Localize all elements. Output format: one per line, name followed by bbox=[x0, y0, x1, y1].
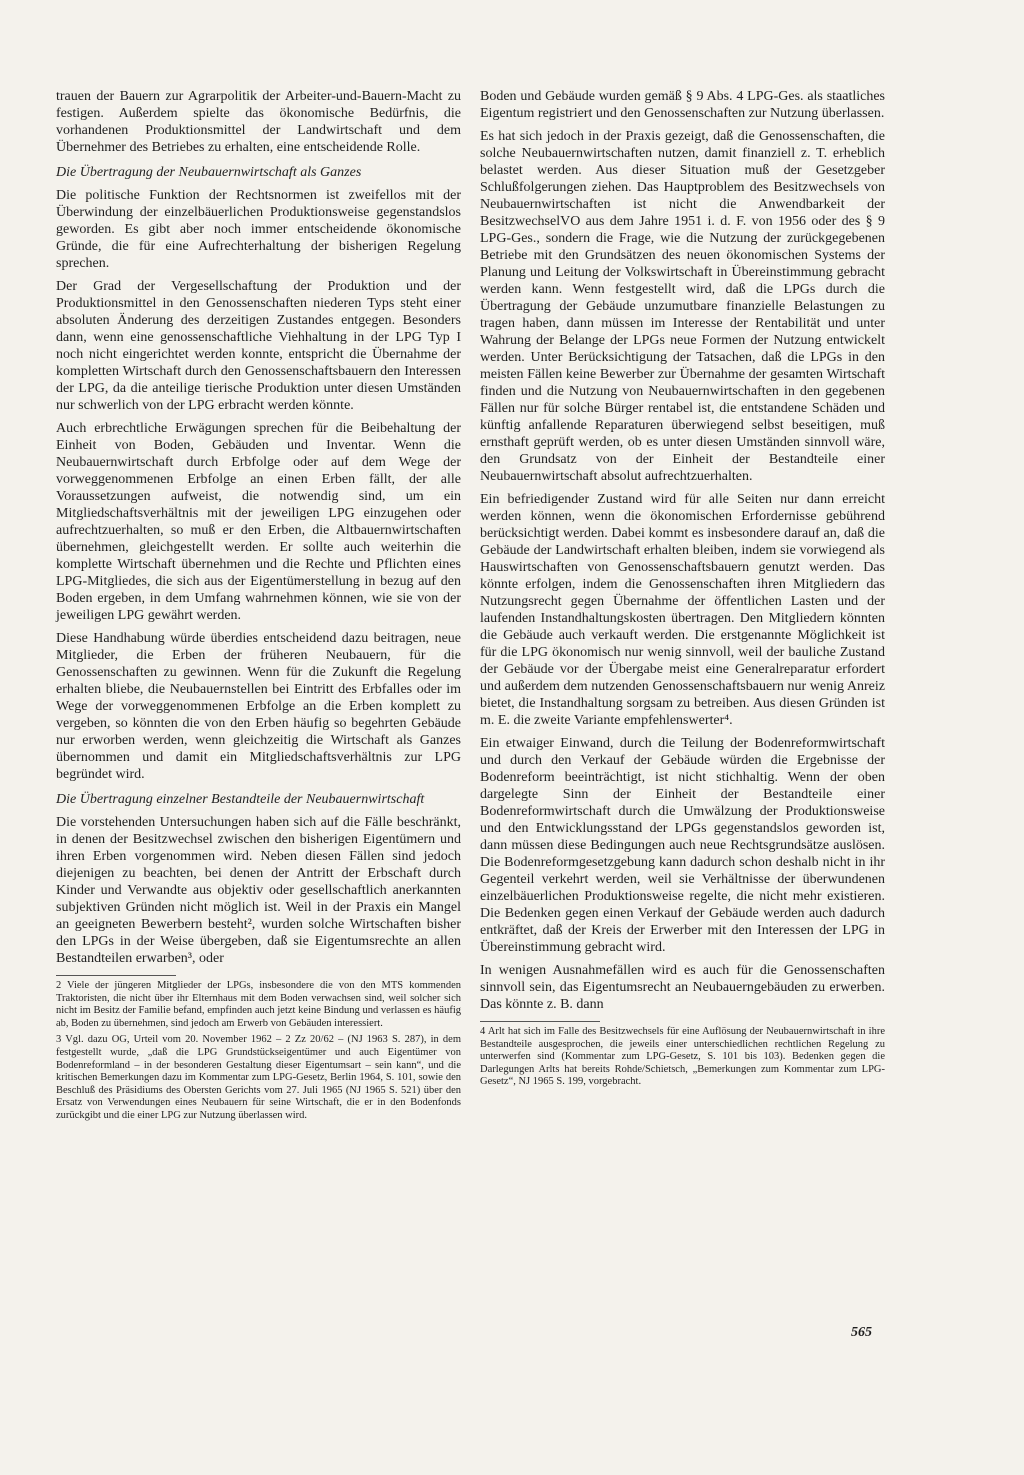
paragraph: Diese Handhabung würde überdies entscheidend dazu beitragen, neue Mitglieder, die Erben der früheren Neubauern, für die Genossenschaften zu gewinnen. Wenn für die Zukunft die Regelung erhalten bliebe, die Neubauernstellen bei Eintritt des Erbfalles oder im Wege der vorweggenommenen Erbfolge an die Erben komplett zu vergeben, so könnten die von den Erben häufig so begehrten Gebäude nur erworben werden, wenn gleichzeitig die Wirtschaft als Ganzes übernommen und damit ein Mitgliedschaftsverhältnis zur LPG begründet wird. bbox=[56, 631, 461, 782]
section-heading: Die Übertragung einzelner Bestandteile der Neubauernwirtschaft bbox=[56, 792, 425, 807]
right-column bbox=[480, 88, 885, 1093]
paragraph: Die vorstehenden Untersuchungen haben sich auf die Fälle beschränkt, in denen der Besitzwechsel zwischen den bisherigen Eigentümern und ihren Erben vorgenommen wird. Neben diesen Fällen sind jedoch diejenigen zu beachten, bei denen der Antritt der Erbschaft durch Kinder und Verwandte aus objektiv oder gesellschaftlich anerkannten subjektiven Gründen nicht möglich ist. Weil in der Praxis ein Mangel an geeigneten Bewerbern besteht², wurden solche Wirtschaften bisher den LPGs in der Weise übergeben, daß sie Eigentumsrechte an allen Bestandteilen erwarben³, oder bbox=[56, 815, 461, 966]
left-column bbox=[56, 88, 461, 1127]
paragraph: Boden und Gebäude wurden gemäß § 9 Abs. 4 LPG-Ges. als staatliches Eigentum registriert und den Genossenschaften zur Nutzung überlassen. bbox=[480, 89, 885, 121]
paragraph: Es hat sich jedoch in der Praxis gezeigt, daß die Genossenschaften, die solche Neubauernwirtschaften nutzen, damit finanziell z. T. erheblich belastet werden. Aus dieser Situation muß der Gesetzgeber Schlußfolgerungen ziehen. Das Hauptproblem des Besitzwechsels von Neubauernwirtschaften ist nicht die Anwendbarkeit der BesitzwechselVO aus dem Jahre 1951 i. d. F. von 1956 oder des § 9 LPG-Ges., sondern die Frage, wie die Nutzung der zurückgegebenen Betriebe mit den Grundsätzen des neuen ökonomischen Systems der Planung und Leitung der Volkswirtschaft in Übereinstimmung gebracht werden kann. Wenn festgestellt wird, daß die LPGs durch die Übertragung der Gebäude unzumutbare finanzielle Belastungen zu tragen haben, dann müssen im Interesse der Rentabilität und unter Wahrung der Belange der LPGs neue Formen der Nutzung entwickelt werden. Unter Berücksichtigung der Tatsachen, daß die LPGs in den meisten Fällen keine Bewerber zur Übernahme der gesamten Wirtschaft finden und die Nutzung von Neubauernwirtschaften in den gegebenen Fällen nur für solche Bürger rentabel ist, die entstandene Schäden und künftig anfallende Reparaturen überwiegend selbst beseitigen, muß ernsthaft geprüft werden, ob es unter diesen Umständen sinnvoll wäre, den Grundsatz von der Einheit der Bestandteile einer Neubauernwirtschaft absolut aufrechtzuerhalten. bbox=[480, 129, 885, 484]
page-number: 565 bbox=[851, 1325, 872, 1340]
paragraph: Ein etwaiger Einwand, durch die Teilung der Bodenreformwirtschaft und durch den Verkauf der Gebäude würden die Ergebnisse der Bodenreform beeinträchtigt, ist nicht stichhaltig. Wenn der oben dargelegte Sinn der Einheit der Bestandteile einer Bodenreformwirtschaft durch die Umwälzung der Produktionsweise und den Entwicklungsstand der LPGs gegenstandslos geworden ist, dann müssen diese Bedingungen auch neue Rechtsgrundsätze auslösen. Die Bodenreformgesetzgebung kann dadurch schon deshalb nicht in ihr Gegenteil verkehrt werden, weil sie Verhältnisse der überwundenen einzelbäuerlichen Produktionsweise regelte, die nicht mehr existieren. Die Bedenken gegen einen Verkauf der Gebäude werden auch dadurch entkräftet, daß der Kreis der Erwerber mit den Interessen der LPG in Übereinstimmung gebracht wird. bbox=[480, 736, 885, 955]
paragraph: In wenigen Ausnahmefällen wird es auch für die Genossenschaften sinnvoll sein, das Eigentumsrecht an Neubauerngebäuden zu erwerben. Das könnte z. B. dann bbox=[480, 963, 885, 1012]
footnote: 2 Viele der jüngeren Mitglieder der LPGs, insbesondere die von den MTS kommenden Traktoristen, die nicht über ihr Elternhaus mit dem Boden verwachsen sind, weil solcher sich nicht im Besitz der Familie befand, empfinden auch jetzt keine Bindung und verlassen es häufig ab, Boden zu übernehmen, sind jedoch am Erwerb von Gebäuden interessiert. bbox=[56, 980, 461, 1029]
paragraph: Der Grad der Vergesellschaftung der Produktion und der Produktionsmittel in den Genossenschaften niederen Typs steht einer absoluten Änderung des derzeitigen Zustandes entgegen. Besonders dann, wenn eine genossenschaftliche Viehhaltung in der LPG Typ I noch nicht eingerichtet werden konnte, entspricht die Übernahme der kompletten Wirtschaft durch den Genossenschaftsbauern den Interessen der LPG, da die anteilige tierische Produktion unter diesen Umständen nur schwerlich von der LPG erbracht werden könnte. bbox=[56, 279, 461, 413]
paragraph: Auch erbrechtliche Erwägungen sprechen für die Beibehaltung der Einheit von Boden, Gebäuden und Inventar. Wenn die Neubauernwirtschaft durch Erbfolge oder auf dem Wege der vorweggenommenen Erbfolge an einen Erben fällt, der alle Voraussetzungen aufweist, die notwendig sind, um ein Mitgliedschaftsverhältnis mit der jeweiligen LPG einzugehen oder aufrechtzuerhalten, so muß er den Erben, die Altbauernwirtschaften übernehmen, gleichgestellt werden. Er sollte auch weiterhin die komplette Wirtschaft übernehmen und die Rechte und Pflichten eines LPG-Mitgliedes, die sich aus der Eigentümerstellung in bezug auf den Boden ergeben, in dem Umfang wahrnehmen können, wie sie von der jeweiligen LPG gewährt werden. bbox=[56, 421, 461, 623]
footnote-divider bbox=[480, 1021, 600, 1022]
footnote: 3 Vgl. dazu OG, Urteil vom 20. November 1962 – 2 Zz 20/62 – (NJ 1963 S. 287), in dem festgestellt wurde, „daß die LPG Grundstückseigentümer und auch Eigentümer von Bodenreformland – in der besonderen Gestaltung dieser Eigentumsart – sein kann“, und die kritischen Bemerkungen dazu im Kommentar zum LPG-Gesetz, Berlin 1964, S. 101, sowie den Beschluß des Präsidiums des Obersten Gerichts vom 27. Juli 1965 (NJ 1965 S. 521) über den Ersatz von Verwendungen eines Neubauern für seine Wirtschaft, die er in den Bodenfonds zurückgibt und die einer LPG zur Nutzung überlassen wird. bbox=[56, 1034, 461, 1121]
paragraph: trauen der Bauern zur Agrarpolitik der Arbeiter-und-Bauern-Macht zu festigen. Außerdem spielte das ökonomische Bedürfnis, die vorhandenen Produktionsmittel der Landwirtschaft und dem Übernehmer des Betriebes zu erhalten, eine entscheidende Rolle. bbox=[56, 89, 461, 155]
section-heading: Die Übertragung der Neubauernwirtschaft als Ganzes bbox=[56, 165, 362, 180]
footnote: 4 Arlt hat sich im Falle des Besitzwechsels für eine Auflösung der Neubauernwirtschaft in ihre Bestandteile ausgesprochen, die jeweils einer unterschiedlichen rechtlichen Regelung zu unterwerfen sind (Kommentar zum LPG-Gesetz, S. 101 bis 103). Bedenken gegen die Darlegungen Arlts hat bereits Rohde/Schietsch, „Bemerkungen zum Kommentar zum LPG-Gesetz“, NJ 1965 S. 199, vorgebracht. bbox=[480, 1026, 885, 1088]
paragraph: Ein befriedigender Zustand wird für alle Seiten nur dann erreicht werden können, wenn die ökonomischen Erfordernisse gebührend berücksichtigt werden. Dabei kommt es insbesondere darauf an, daß die Gebäude der Landwirtschaft erhalten bleiben, indem sie vorwiegend als Hauswirtschaften von Genossenschaftsbauern genutzt werden. Das könnte erfolgen, indem die Genossenschaften ihren Mitgliedern das Nutzungsrecht gegen Übernahme der öffentlichen Lasten und der laufenden Instandhaltungskosten übertragen. Den Mitgliedern könnten die Gebäude auch verkauft werden. Die erstgenannte Möglichkeit ist für die LPG ökonomisch nur wenig sinnvoll, weil der bauliche Zustand der Gebäude vor der Übergabe meist eine Generalreparatur erfordert und außerdem dem nutzenden Genossenschaftsbauern nur wenig Anreiz bietet, die Instandhaltung sorgsam zu betreiben. Aus diesen Gründen ist m. E. die zweite Variante empfehlenswerter⁴. bbox=[480, 492, 885, 728]
paragraph: Die politische Funktion der Rechtsnormen ist zweifellos mit der Überwindung der einzelbäuerlichen Produktionsweise gegenstandslos geworden. Es gibt aber noch immer entscheidende ökonomische Gründe, die für eine Aufrechterhaltung der bisherigen Regelung sprechen. bbox=[56, 188, 461, 271]
footnote-divider bbox=[56, 975, 176, 976]
